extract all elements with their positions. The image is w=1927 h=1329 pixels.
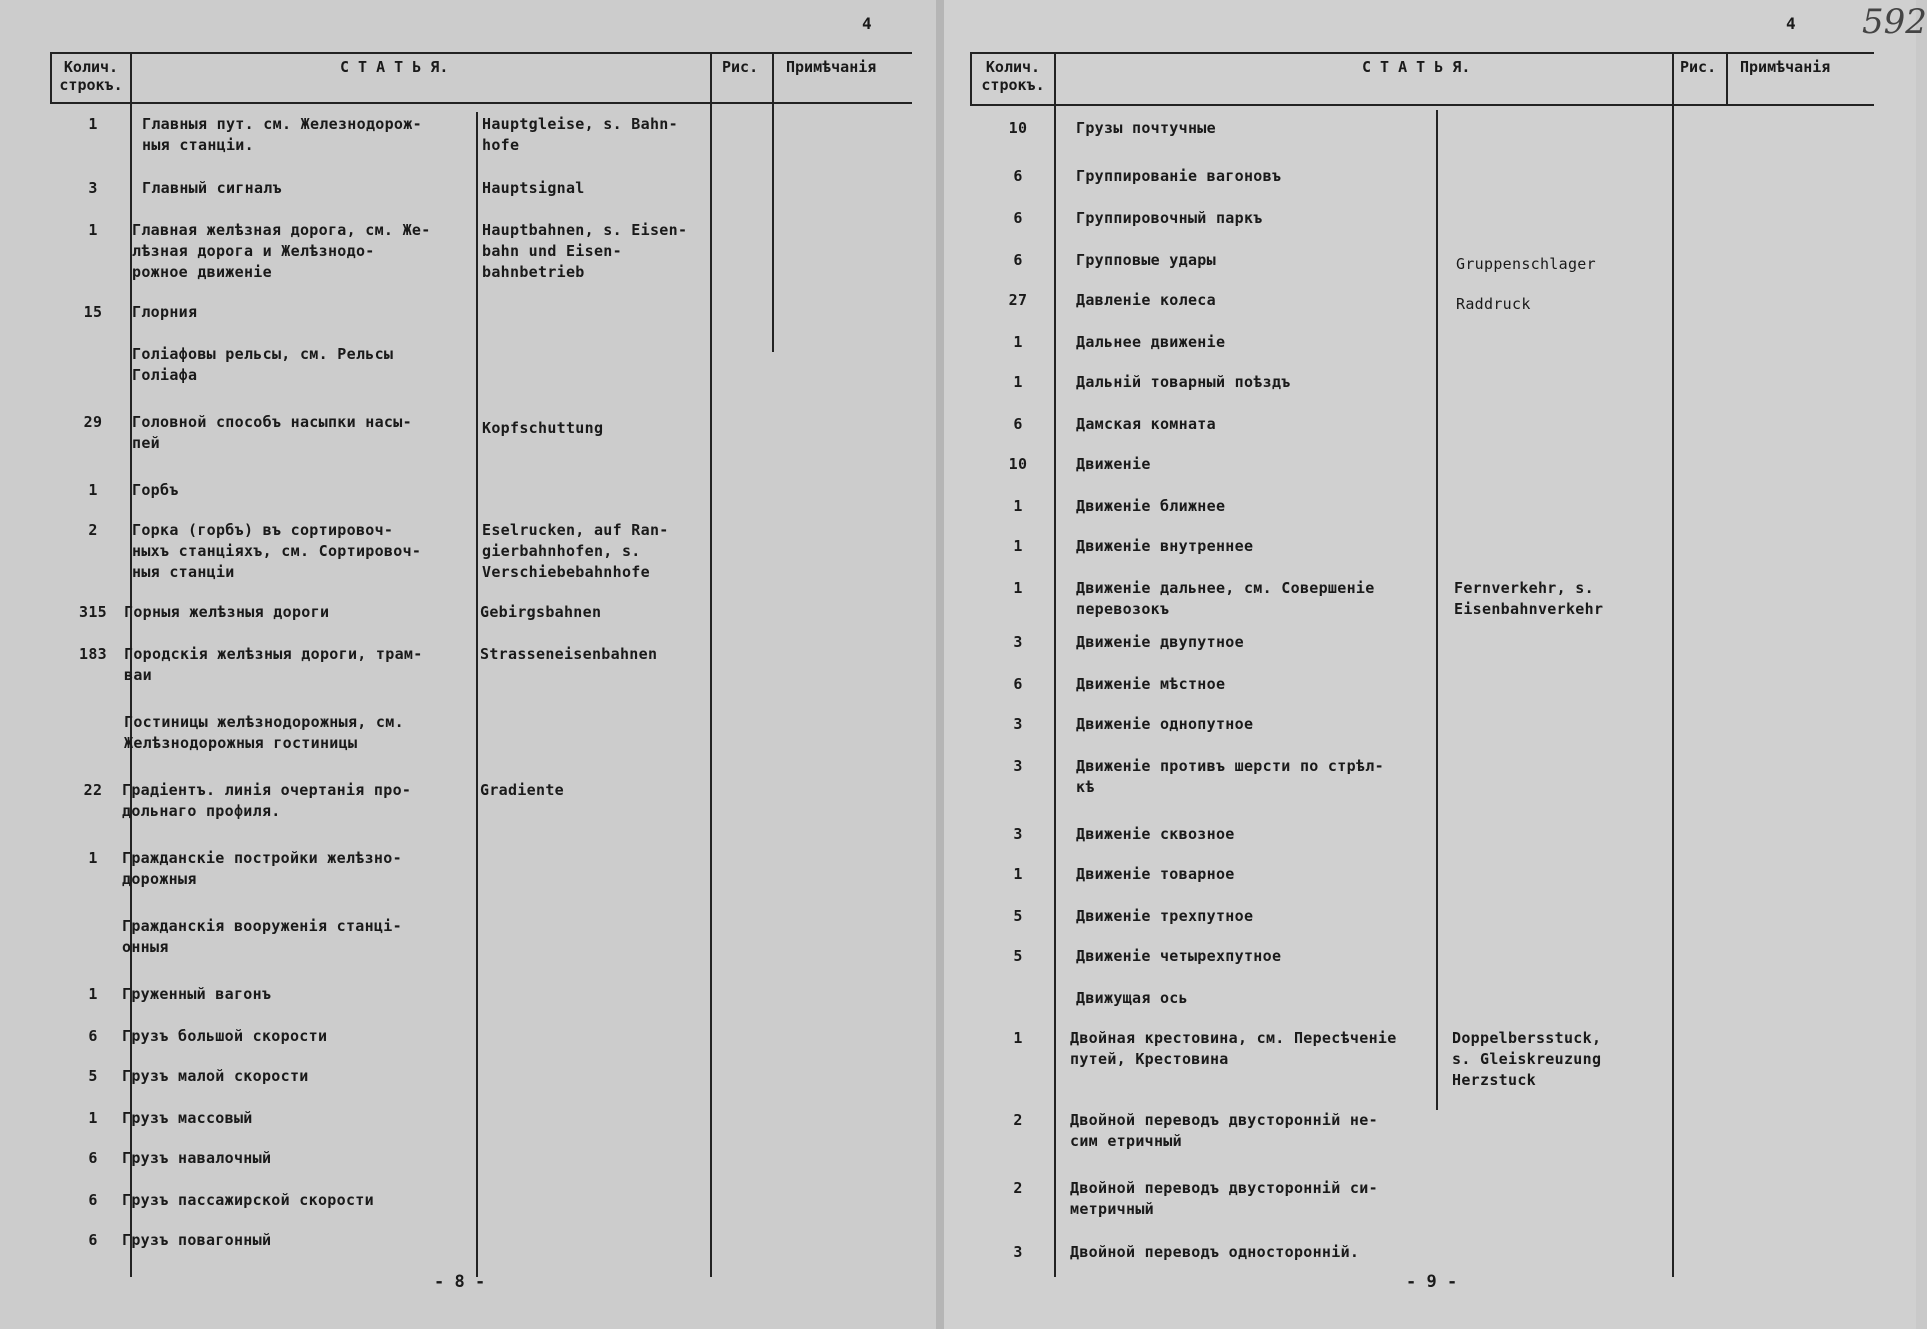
- header-article: С Т А Т Ь Я.: [1362, 58, 1471, 76]
- row-count: 15: [83, 303, 103, 321]
- row-article: Двойная крестовина, см. Пересѣченіе путей, Крестовина: [1070, 1029, 1397, 1068]
- page-footer-number: - 9 -: [1406, 1272, 1458, 1292]
- page-top-number: 4: [862, 14, 872, 33]
- row-german: Gradiente: [480, 781, 564, 799]
- row-german: Hauptgleise, s. Bahn- hofe: [482, 115, 678, 154]
- row-article: Движеніе трехпутное: [1076, 907, 1254, 925]
- row-article: Движеніе: [1076, 455, 1151, 473]
- row-article: Горка (горбъ) въ сортировоч- ныхъ станціяхъ, см. Сортировоч- ныя станціи: [132, 521, 422, 581]
- header-count: Колич. строкъ.: [981, 58, 1045, 94]
- header-rule: [970, 104, 1874, 106]
- row-article: Горбъ: [132, 481, 179, 499]
- row-german: Fernverkehr, s. Eisenbahnverkehr: [1454, 579, 1604, 618]
- row-article: Движеніе внутреннее: [1076, 537, 1254, 555]
- row-article: Движущая ось: [1076, 989, 1188, 1007]
- table-top-rule: [50, 52, 912, 54]
- header-count: Колич. строкъ.: [59, 58, 123, 94]
- row-count: 6: [88, 1027, 98, 1045]
- row-article: Движеніе противъ шерсти по стрѣл- кѣ: [1076, 757, 1384, 796]
- row-article: Двойной переводъ односторонній.: [1070, 1243, 1360, 1261]
- row-count: 6: [88, 1149, 98, 1167]
- header-fig: Рис.: [1680, 58, 1717, 76]
- row-article: Грузъ малой скорости: [122, 1067, 309, 1085]
- row-count: 1: [88, 115, 98, 133]
- row-article: Грузъ повагонный: [122, 1231, 272, 1249]
- row-article: Главная желѣзная дорога, см. Же- лѣзная дорога и Желѣзнодо- рожное движеніе: [132, 221, 431, 281]
- row-count: 1: [1013, 497, 1023, 515]
- row-article: Главный сигналъ: [142, 179, 282, 197]
- row-count: 22: [83, 781, 103, 799]
- left-page: [0, 0, 940, 1329]
- row-article: Движеніе мѣстное: [1076, 675, 1226, 693]
- row-article: Горныя желѣзныя дороги: [124, 603, 330, 621]
- row-article: Движеніе товарное: [1076, 865, 1235, 883]
- row-count: 183: [79, 645, 107, 663]
- header-article: С Т А Т Ь Я.: [340, 58, 449, 76]
- archive-folio-mark: 592: [1862, 2, 1927, 42]
- fig-column-rule: [1726, 52, 1728, 106]
- row-german: Hauptbahnen, s. Eisen- bahn und Eisen- bahnbetrieb: [482, 221, 688, 281]
- row-article: Головной способъ насыпки насы- пей: [132, 413, 412, 452]
- row-count: 1: [88, 1109, 98, 1127]
- row-german: Strasseneisenbahnen: [480, 645, 658, 663]
- row-count: 3: [1013, 757, 1023, 775]
- row-article: Грузъ массовый: [122, 1109, 253, 1127]
- row-article: Движеніе двупутное: [1076, 633, 1244, 651]
- row-count: 1: [1013, 537, 1023, 555]
- row-article: Гражданскіе постройки желѣзно- дорожныя: [122, 849, 402, 888]
- row-article: Главныя пут. см. Железнодорож- ныя станціи.: [142, 115, 422, 154]
- row-count: 6: [88, 1231, 98, 1249]
- article-column-rule: [710, 52, 712, 1277]
- row-article: Дальній товарный поѣздъ: [1076, 373, 1291, 391]
- row-count: 1: [88, 849, 98, 867]
- row-article: Движеніе четырехпутное: [1076, 947, 1282, 965]
- row-count: 6: [1013, 675, 1023, 693]
- row-count: 29: [83, 413, 103, 431]
- row-count: 2: [1013, 1179, 1023, 1197]
- row-article: Двойной переводъ двусторонній не- сим етричный: [1070, 1111, 1378, 1150]
- row-article: Грузъ большой скорости: [122, 1027, 328, 1045]
- row-article: Дамская комната: [1076, 415, 1216, 433]
- header-rule: [50, 102, 912, 104]
- row-count: 10: [1008, 119, 1028, 137]
- row-article: Двойной переводъ двусторонній си- метричный: [1070, 1179, 1378, 1218]
- article-german-rule: [1436, 110, 1438, 1110]
- table-top-rule: [970, 52, 1874, 54]
- row-article: Грузъ навалочный: [122, 1149, 272, 1167]
- fig-column-rule: [772, 52, 774, 352]
- row-article: Грузы почтучные: [1076, 119, 1216, 137]
- row-article: Градіентъ. линія очертанія про- дольнаго профиля.: [122, 781, 412, 820]
- row-count: 5: [1013, 947, 1023, 965]
- row-german: Hauptsignal: [482, 179, 585, 197]
- row-count: 1: [88, 985, 98, 1003]
- header-notes: Примѣчанія: [1740, 58, 1831, 76]
- row-count: 1: [1013, 373, 1023, 391]
- row-german: Doppelbersstuck, s. Gleiskreuzung Herzstuck: [1452, 1029, 1602, 1089]
- row-count: 27: [1008, 291, 1028, 309]
- page-footer-number: - 8 -: [434, 1272, 486, 1292]
- row-count: 10: [1008, 455, 1028, 473]
- right-page: [944, 0, 1927, 1329]
- row-count: 1: [1013, 865, 1023, 883]
- row-count: 5: [1013, 907, 1023, 925]
- row-count: 1: [1013, 1029, 1023, 1047]
- header-notes: Примѣчанія: [786, 58, 877, 76]
- row-count: 1: [88, 481, 98, 499]
- page-top-number: 4: [1786, 14, 1796, 33]
- row-article: Движеніе однопутное: [1076, 715, 1254, 733]
- row-article: Движеніе ближнее: [1076, 497, 1226, 515]
- article-column-rule: [1672, 52, 1674, 1277]
- row-article: Городскія желѣзныя дороги, трам- ваи: [124, 645, 423, 684]
- row-count: 3: [1013, 633, 1023, 651]
- row-count: 3: [1013, 1243, 1023, 1261]
- article-german-rule: [476, 112, 478, 1277]
- row-count: 6: [88, 1191, 98, 1209]
- row-article: Группировочный паркъ: [1076, 209, 1263, 227]
- row-article: Гостиницы желѣзнодорожныя, см. Желѣзнодорожныя гостиницы: [124, 713, 404, 752]
- row-count: 2: [88, 521, 98, 539]
- row-article: Движеніе дальнее, см. Совершеніе перевозокъ: [1076, 579, 1375, 618]
- row-article: Груженный вагонъ: [122, 985, 272, 1003]
- row-count: 3: [88, 179, 98, 197]
- row-count: 1: [1013, 333, 1023, 351]
- count-column-rule: [1054, 52, 1056, 1277]
- row-article: Глорния: [132, 303, 198, 321]
- row-article: Голіафовы рельсы, см. Рельсы Голіафа: [132, 345, 394, 384]
- row-count: 3: [1013, 825, 1023, 843]
- row-count: 315: [79, 603, 107, 621]
- row-article: Дальнее движеніе: [1076, 333, 1226, 351]
- row-count: 6: [1013, 209, 1023, 227]
- row-article: Движеніе сквозное: [1076, 825, 1235, 843]
- row-count: 6: [1013, 251, 1023, 269]
- row-count: 1: [88, 221, 98, 239]
- row-german: Kopfschuttung: [482, 419, 604, 437]
- row-article: Грузъ пассажирской скорости: [122, 1191, 374, 1209]
- row-german: Gruppenschlager: [1456, 255, 1596, 273]
- row-count: 3: [1013, 715, 1023, 733]
- row-count: 5: [88, 1067, 98, 1085]
- row-article: Гражданскія вооруженія станці- онныя: [122, 917, 402, 956]
- row-article: Давленіе колеса: [1076, 291, 1216, 309]
- row-count: 6: [1013, 415, 1023, 433]
- row-article: Группированіе вагоновъ: [1076, 167, 1282, 185]
- row-count: 6: [1013, 167, 1023, 185]
- row-german: Raddruck: [1456, 295, 1531, 313]
- row-german: Gebirgsbahnen: [480, 603, 602, 621]
- row-count: 1: [1013, 579, 1023, 597]
- row-count: 2: [1013, 1111, 1023, 1129]
- row-article: Групповые удары: [1076, 251, 1216, 269]
- row-german: Eselrucken, auf Ran- gierbahnhofen, s. Verschiebebahnhofe: [482, 521, 669, 581]
- header-fig: Рис.: [722, 58, 759, 76]
